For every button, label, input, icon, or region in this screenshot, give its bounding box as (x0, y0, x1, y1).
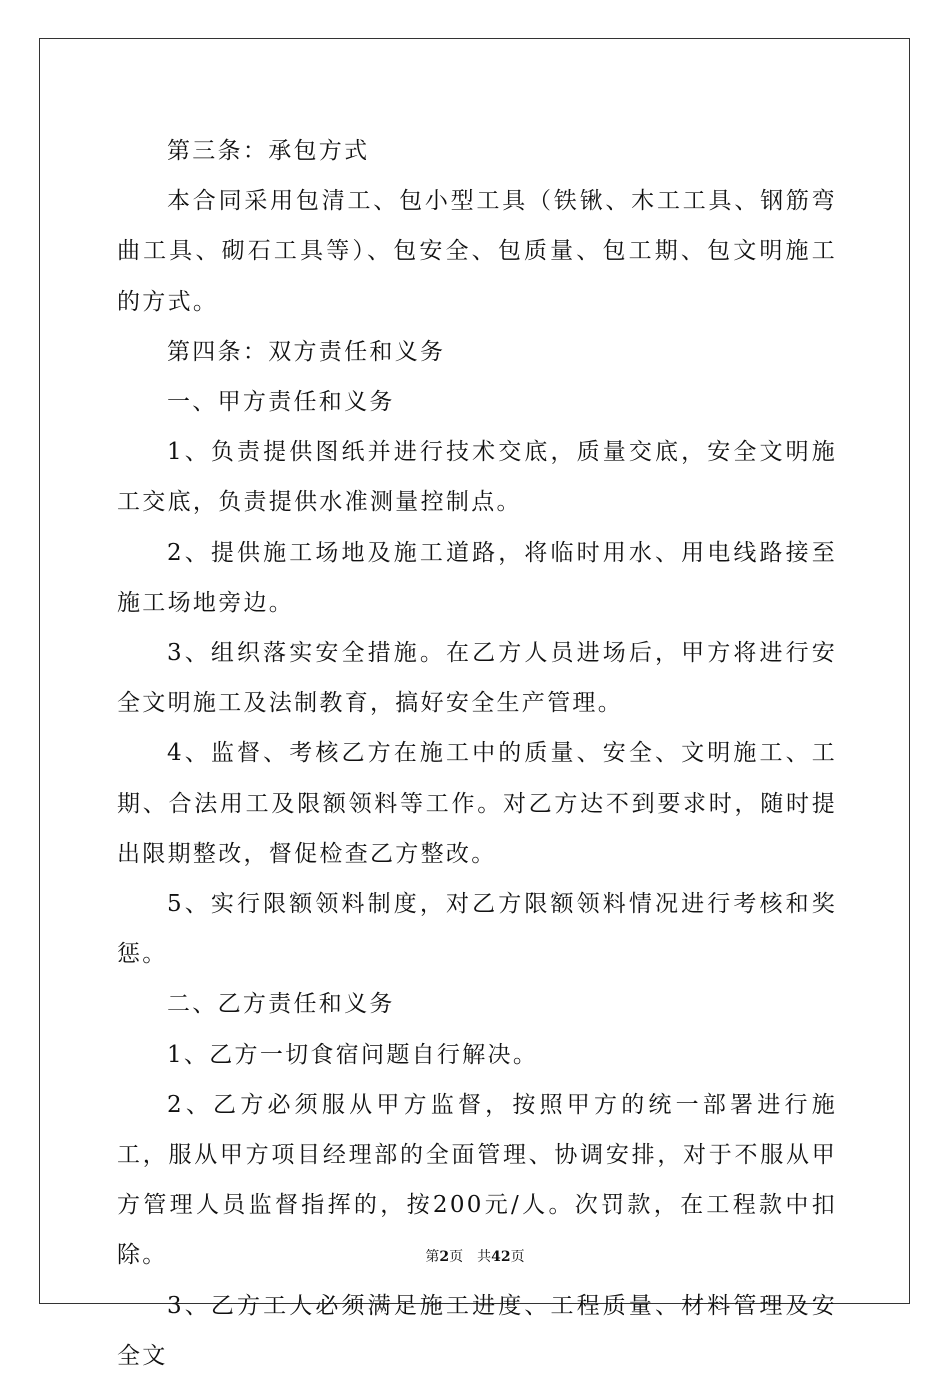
total-prefix: 共 (477, 1249, 492, 1265)
paragraph: 1、负责提供图纸并进行技术交底，质量交底，安全文明施工交底，负责提供水准测量控制点。 (117, 439, 837, 516)
paragraph: 2、乙方必须服从甲方监督，按照甲方的统一部署进行施工，服从甲方项目经理部的全面管理、协调安排，对于不服从甲方管理人员监督指挥的，按200元/人。次罚款，在工程款中扣除。 (117, 1091, 837, 1269)
document-body (117, 126, 837, 1381)
paragraph: 5、实行限额领料制度，对乙方限额领料情况进行考核和奖惩。 (117, 891, 837, 968)
paragraph: 1、乙方一切食宿问题自行解决。 (167, 1041, 539, 1068)
paragraph: 3、乙方工人必须满足施工进度、工程质量、材料管理及安全文 (117, 1292, 837, 1369)
paragraph: 3、组织落实安全措施。在乙方人员进场后，甲方将进行安全文明施工及法制教育，搞好安全生产管理。 (117, 640, 837, 717)
clause-4-heading: 第四条：双方责任和义务 (167, 338, 446, 365)
paragraph: 本合同采用包清工、包小型工具（铁锹、木工工具、钢筋弯曲工具、砌石工具等）、包安全、包质量、包工期、包文明施工的方式。 (117, 188, 837, 315)
page-footer (0, 1246, 950, 1266)
party-a-heading: 一、甲方责任和义务 (167, 389, 395, 416)
clause-3-heading: 第三条：承包方式 (167, 138, 370, 164)
total-pages: 42 (491, 1249, 511, 1265)
paragraph: 4、监督、考核乙方在施工中的质量、安全、文明施工、工期、合法用工及限额领料等工作。对乙方达不到要求时，随时提出限期整改，督促检查乙方整改。 (117, 740, 837, 867)
page-suffix: 页 (449, 1249, 464, 1265)
page-prefix: 第 (425, 1249, 440, 1265)
page-number: 2 (439, 1249, 450, 1265)
party-b-heading: 二、乙方责任和义务 (167, 991, 395, 1018)
total-suffix: 页 (510, 1249, 525, 1265)
paragraph: 2、提供施工场地及施工道路，将临时用水、用电线路接至施工场地旁边。 (117, 539, 837, 616)
